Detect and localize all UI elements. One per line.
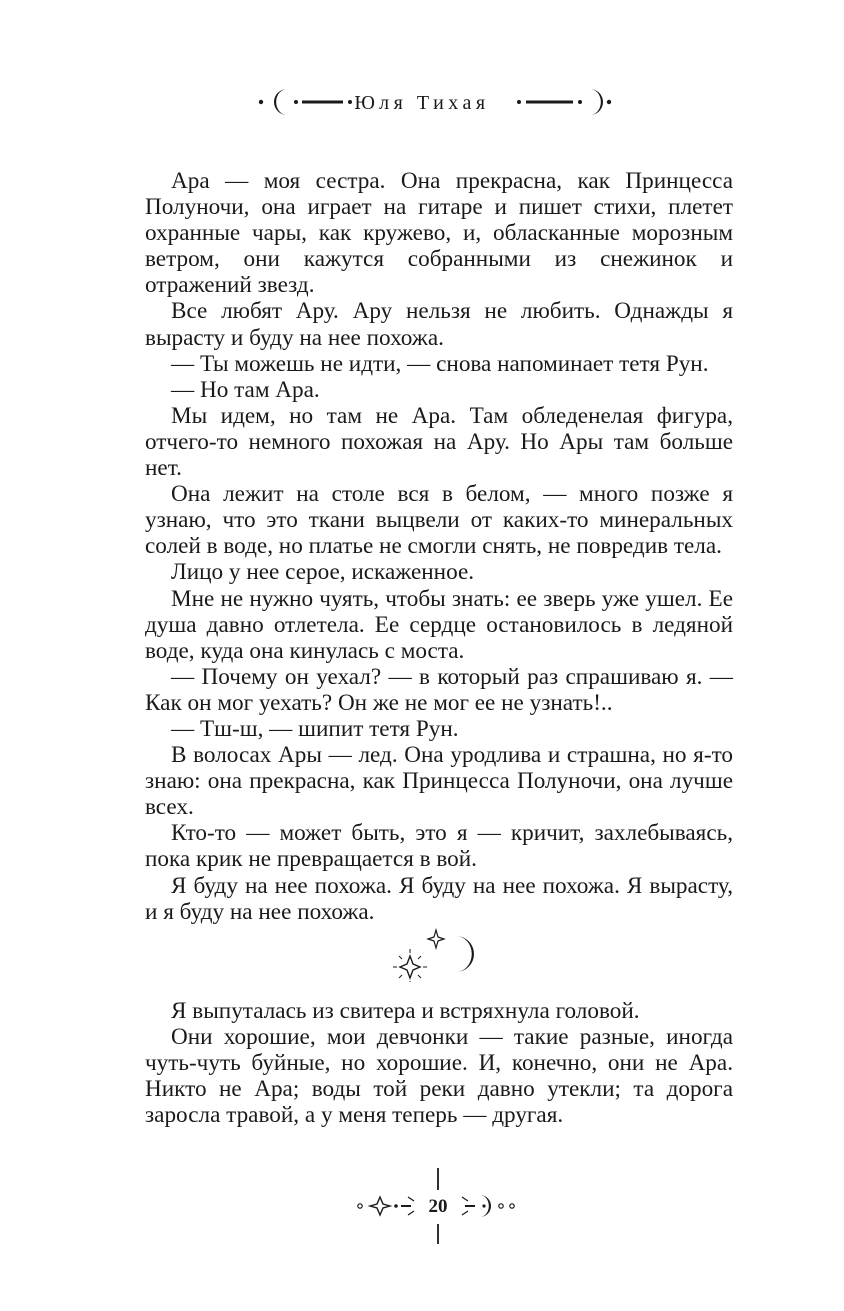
page-number: 20 <box>428 1196 448 1217</box>
small-circle-icon <box>510 1204 514 1208</box>
dot-icon <box>482 1204 485 1207</box>
body-section-2 <box>145 998 733 1128</box>
small-circle-icon <box>499 1204 503 1208</box>
paragraph: Ара — моя сестра. Она прекрасна, как Принцесса Полуночи, она играет на гитаре и пишет стихи, плетет охранные чары, как кружево, и, обласканные морозным ветром, они кажутся собранными из снежинок и отражений звезд. <box>145 168 733 299</box>
paragraph: Кто-то — может быть, это я — кричит, захлебываясь, пока крик не превращается в вой. <box>145 820 733 873</box>
paragraph: — Но там Ара. <box>171 376 320 403</box>
small-circle-icon <box>358 1204 362 1208</box>
paragraph: Все любят Ару. Ару нельзя не любить. Однажды я вырасту и буду на нее похожа. <box>145 298 733 351</box>
running-header <box>0 80 844 126</box>
dot-icon <box>394 1204 398 1208</box>
paragraph: — Тш-ш, — шипит тетя Рун. <box>171 715 459 742</box>
diamond-star-icon <box>370 1197 390 1215</box>
paragraph: — Почему он уехал? — в который раз спрашиваю я. — Как он мог уехать? Он же не мог ее не узнать!.. <box>145 663 733 716</box>
paragraph: — Ты можешь не идти, — снова напоминает тетя Рун. <box>171 350 709 377</box>
paragraph: В волосах Ары — лед. Она уродлива и страшна, но я-то знаю: она прекрасна, как Принцесса Полуночи, она лучше всех. <box>145 742 733 821</box>
paragraph: Я выпуталась из свитера и встряхнула головой. <box>171 998 640 1024</box>
section-divider <box>380 922 490 987</box>
paragraph: Мы идем, но там не Ара. Там обледенелая фигура, отчего-то немного похожая на Ару. Но Ары там больше нет. <box>145 402 733 482</box>
sparkle-icon <box>393 949 427 982</box>
paragraph: Мне не нужно чуять, чтобы знать: ее зверь уже ушел. Ее душа давно отлетела. Ее сердце остановилось в ледяной воде, куда она кинулась с моста. <box>145 585 733 664</box>
paragraph: Я буду на нее похожа. Я буду на нее похожа. Я вырасту, и я буду на нее похожа. <box>145 872 733 925</box>
small-star-icon <box>428 930 444 948</box>
paragraph: Лицо у нее серое, искаженное. <box>171 559 475 586</box>
paragraph: Они хорошие, мои девчонки — такие разные, иногда чуть-чуть буйные, но хорошие. И, конечно, они не Ара. Никто не Ара; воды той реки давно утекли; та дорога заросла травой, а у меня теперь — другая. <box>145 1024 733 1129</box>
crescent-moon-icon <box>456 936 474 972</box>
body-section-1 <box>145 168 733 925</box>
page-footer <box>0 1164 844 1254</box>
author-name: Юля Тихая <box>354 92 490 114</box>
divider-ornament <box>380 922 490 982</box>
paragraph: Она лежит на столе вся в белом, — много позже я узнаю, что это ткани выцвели от каких-то минеральных солей в воде, но платье не смогли снять, не повредив тела. <box>145 481 733 560</box>
